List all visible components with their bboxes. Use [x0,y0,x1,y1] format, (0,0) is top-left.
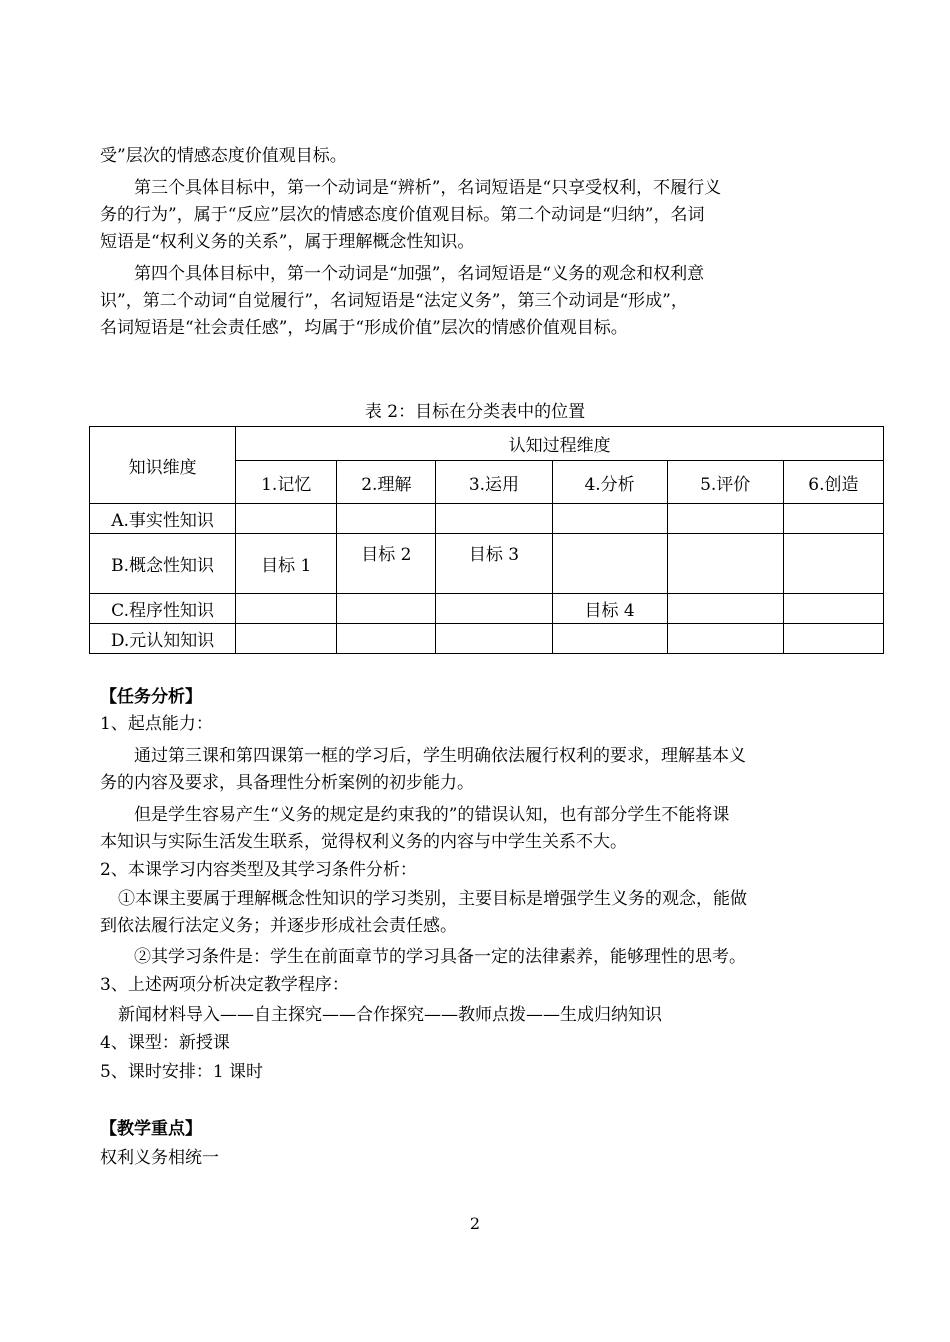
list-item: 3、上述两项分析决定教学程序： [100,975,349,995]
table-cell [783,504,883,534]
list-item: 4、课型：新授课 [100,1033,230,1053]
list-item: 5、课时安排：1 课时 [100,1062,264,1082]
row-label: D.元认知知识 [90,624,236,654]
group-header: 认知过程维度 [236,427,884,461]
table-cell [337,624,436,654]
table-cell [552,534,667,594]
column-header: 1.记忆 [236,461,337,504]
row-label: C.程序性知识 [90,594,236,624]
table-cell [783,534,883,594]
paragraph-line: 受”层次的情感态度价值观目标。 [100,146,347,166]
table-cell [667,534,783,594]
table-cell [436,624,552,654]
section-heading-key-points: 【教学重点】 [100,1119,202,1139]
table-cell: 目标 4 [552,594,667,624]
table-cell [236,504,337,534]
column-header: 5.评价 [667,461,783,504]
paragraph-line: 到依法履行法定义务；并逐步形成社会责任感。 [100,916,457,936]
table-row [90,594,884,624]
row-label: A.事实性知识 [90,504,236,534]
column-header: 3.运用 [436,461,552,504]
list-item: 2、本课学习内容类型及其学习条件分析： [100,860,417,880]
paragraph-line: 通过第三课和第四课第一框的学习后，学生明确依法履行权利的要求，理解基本义 [134,746,746,766]
table-cell [783,594,883,624]
table-row [90,504,884,534]
classification-table [89,426,884,654]
page-number: 2 [469,1214,481,1233]
paragraph-line: 务的行为”，属于“反应”层次的情感态度价值观目标。第二个动词是“归纳”，名词 [100,205,705,225]
paragraph-line: ①本课主要属于理解概念性知识的学习类别，主要目标是增强学生义务的观念，能做 [118,889,747,909]
table-cell [552,624,667,654]
paragraph-line: 务的内容及要求，具备理性分析案例的初步能力。 [100,773,474,793]
column-header: 2.理解 [337,461,436,504]
paragraph-line: 但是学生容易产生“义务的规定是约束我的”的错误认知，也有部分学生不能将课 [134,805,730,825]
paragraph-line: 第三个具体目标中，第一个动词是“辨析”，名词短语是“只享受权利，不履行义 [134,178,722,198]
table-cell: 目标 2 [337,534,436,594]
corner-header: 知识维度 [90,427,236,504]
table-cell [236,624,337,654]
table-cell [236,594,337,624]
paragraph-line: 短语是“权利义务的关系”，属于理解概念性知识。 [100,232,475,252]
list-item: 1、起点能力： [100,714,213,734]
column-header: 6.创造 [783,461,883,504]
paragraph-line: 名词短语是“社会责任感”，均属于“形成价值”层次的情感价值观目标。 [100,318,628,338]
section-heading-task-analysis: 【任务分析】 [100,687,202,707]
column-header: 4.分析 [552,461,667,504]
table-cell [436,504,552,534]
paragraph-line: 本知识与实际生活发生联系，觉得权利义务的内容与中学生关系不大。 [100,832,627,852]
table-cell [436,594,552,624]
table-cell [337,594,436,624]
flow-line: 新闻材料导入——自主探究——合作探究——教师点拨——生成归纳知识 [118,1005,662,1025]
table-cell [667,504,783,534]
table-cell [337,504,436,534]
key-points-text: 权利义务相统一 [100,1148,219,1168]
table-cell [667,594,783,624]
table-cell [667,624,783,654]
table-row [90,624,884,654]
table-cell: 目标 1 [236,534,337,594]
paragraph-line: 识”，第二个动词“自觉履行”，名词短语是“法定义务”，第三个动词是“形成”， [100,291,688,311]
table-cell: 目标 3 [436,534,552,594]
table-row [90,534,884,594]
row-label: B.概念性知识 [90,534,236,594]
table-cell [552,504,667,534]
paragraph-line: ②其学习条件是：学生在前面章节的学习具备一定的法律素养，能够理性的思考。 [134,947,746,967]
table-cell [783,624,883,654]
table-caption: 表 2：目标在分类表中的位置 [364,402,586,422]
paragraph-line: 第四个具体目标中，第一个动词是“加强”，名词短语是“义务的观念和权利意 [134,264,705,284]
